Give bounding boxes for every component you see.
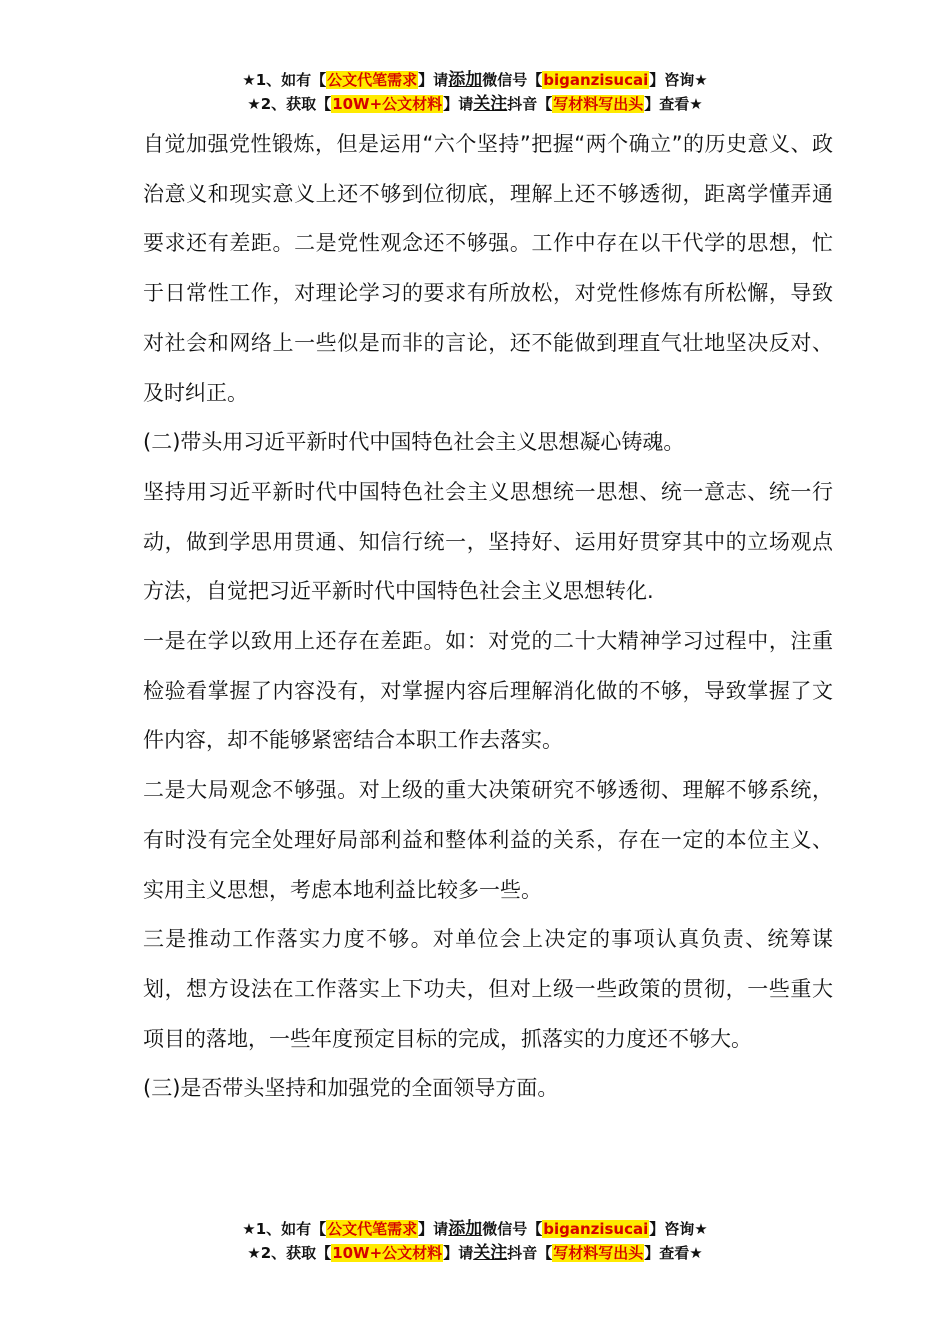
section-heading-3: (三)是否带头坚持和加强党的全面领导方面。 [143,1076,559,1101]
highlight-wechat-id: biganzisucai [543,1220,649,1238]
banner-text: 抖音【 [507,95,553,113]
banner-line-2 [0,92,950,116]
banner-text: 】查看★ [644,95,703,113]
document-body [143,120,833,1114]
paragraph-point-1: 一是在学以致用上还存在差距。如：对党的二十大精神学习过程中，注重检验看掌握了内容没有，对掌握内容后理解消化做的不够，导致掌握了文件内容，却不能够紧密结合本职工作去落实。 [143,629,833,753]
banner-line-1 [0,1217,950,1241]
highlight-douyin-account: 写材料写出头 [553,1244,644,1262]
banner-text: ★2、获取【 [247,95,332,113]
banner-text: ★1、如有【 [242,1220,327,1238]
banner-text: 】咨询★ [649,71,708,89]
banner-text: 微信号【 [482,71,543,89]
banner-text: 】咨询★ [649,1220,708,1238]
section-heading-2: (二)带头用习近平新时代中国特色社会主义思想凝心铸魂。 [143,430,685,455]
banner-text: 】请 [443,1244,474,1262]
banner-text: 微信号【 [482,1220,543,1238]
paragraph-point-2: 二是大局观念不够强。对上级的重大决策研究不够透彻、理解不够系统，有时没有完全处理好局部利益和整体利益的关系，存在一定的本位主义、实用主义思想，考虑本地利益比较多一些。 [143,778,833,902]
banner-emphasis: 添加 [448,70,483,90]
banner-line-1 [0,68,950,92]
paragraph-point-3: 三是推动工作落实力度不够。对单位会上决定的事项认真负责、统筹谋划，想方设法在工作落实上下功夫，但对上级一些政策的贯彻，一些重大项目的落地，一些年度预定目标的完成，抓落实的力度还不够大。 [143,927,833,1051]
highlight-materials: 10W+公文材料 [332,95,443,113]
banner-text: 】查看★ [644,1244,703,1262]
banner-emphasis: 添加 [448,1219,483,1239]
banner-line-2 [0,1241,950,1265]
banner-text: ★2、获取【 [247,1244,332,1262]
highlight-materials: 10W+公文材料 [332,1244,443,1262]
highlight-wechat-id: biganzisucai [543,71,649,89]
banner-text: ★1、如有【 [242,71,327,89]
footer-banner [0,1217,950,1265]
header-banner [0,68,950,116]
banner-text: 抖音【 [507,1244,553,1262]
banner-text: 】请 [443,95,474,113]
highlight-service: 公文代笔需求 [327,71,418,89]
paragraph-continued: 自觉加强党性锻炼，但是运用“六个坚持”把握“两个确立”的历史意义、政治意义和现实意义上还不够到位彻底，理解上还不够透彻，距离学懂弄通要求还有差距。二是党性观念还不够强。工作中存在以干代学的思想，忙于日常性工作，对理论学习的要求有所放松，对党性修炼有所松懈，导致对社会和网络上一些似是而非的言论，还不能做到理直气壮地坚决反对、及时纠正。 [143,132,833,405]
paragraph: 坚持用习近平新时代中国特色社会主义思想统一思想、统一意志、统一行动，做到学思用贯通、知信行统一，坚持好、运用好贯穿其中的立场观点方法，自觉把习近平新时代中国特色社会主义思想转化. [143,479,833,604]
highlight-service: 公文代笔需求 [327,1220,418,1238]
banner-emphasis: 关注 [473,1243,508,1263]
banner-emphasis: 关注 [473,94,508,114]
banner-text: 】请 [418,71,449,89]
highlight-douyin-account: 写材料写出头 [553,95,644,113]
banner-text: 】请 [418,1220,449,1238]
